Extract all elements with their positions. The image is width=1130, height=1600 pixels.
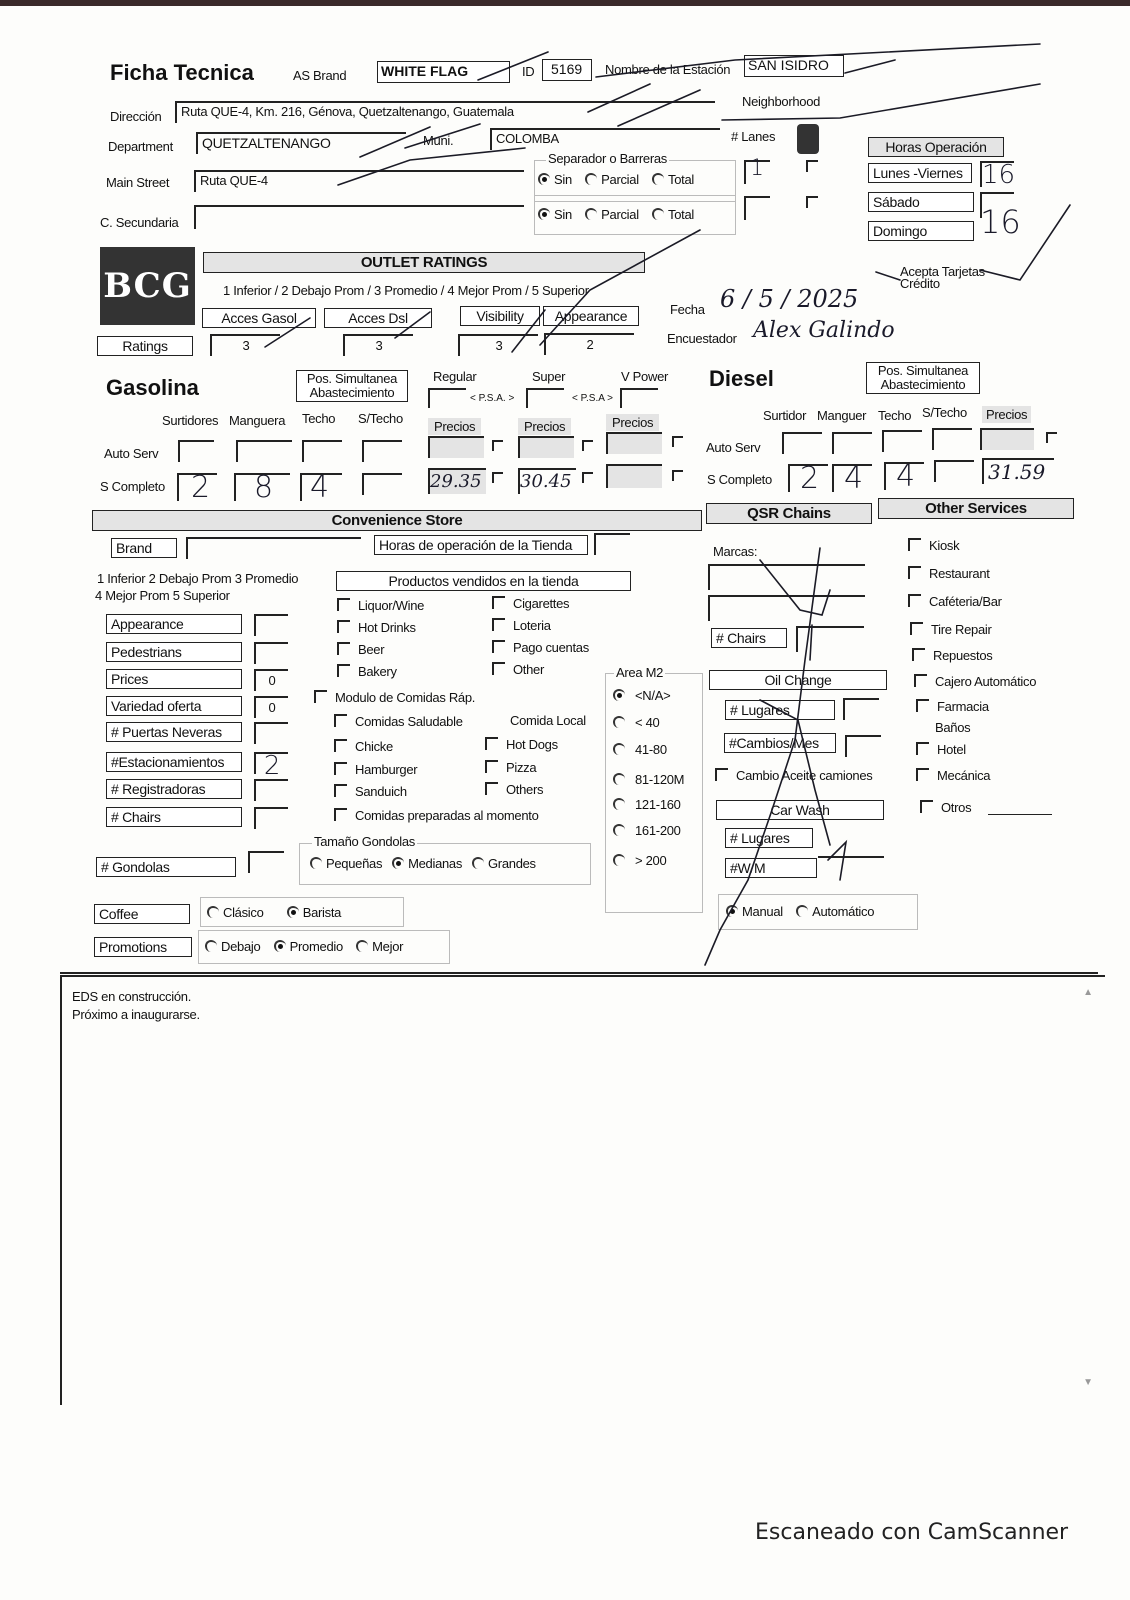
acces-gasol-label: Acces Gasol — [202, 308, 316, 328]
stroke-5 — [618, 90, 700, 126]
visibility-value[interactable]: 3 — [458, 334, 538, 356]
diesel-sc-precio[interactable]: 31.59 — [982, 458, 1054, 484]
store-metric-label: # Puertas Neveras — [106, 722, 242, 742]
diesel-sc-surtidor[interactable]: 2 — [788, 464, 828, 492]
stroke-2 — [596, 44, 1040, 77]
food-label: Hot Dogs — [506, 737, 558, 752]
promotions-label: Promotions — [94, 937, 192, 957]
c-secundaria-label: C. Secundaria — [100, 215, 179, 230]
diesel-title: Diesel — [709, 366, 774, 391]
gondola-size-title: Tamaño Gondolas — [314, 834, 416, 849]
regular-label: Regular — [433, 369, 477, 384]
sabado-label: Sábado — [868, 192, 974, 212]
area-label: 81-120M — [635, 772, 685, 787]
comment-line-1: EDS en construcción. — [72, 989, 192, 1004]
gas-s-completo-label: S Completo — [100, 479, 165, 494]
stroke-15 — [876, 272, 900, 280]
gondolas-label: # Gondolas — [96, 857, 236, 877]
service-label: Hotel — [937, 742, 966, 757]
food-label: Others — [506, 782, 544, 797]
service-label: Tire Repair — [931, 622, 992, 637]
visibility-label: Visibility — [460, 306, 540, 326]
lanes-label: # Lanes — [731, 129, 776, 144]
station-field[interactable]: SAN ISIDRO — [744, 55, 844, 77]
food-label: Hamburger — [355, 762, 418, 777]
diesel-col-stecho: S/Techo — [922, 405, 967, 420]
other-services-title: Other Services — [878, 498, 1074, 519]
area-label: < 40 — [635, 715, 660, 730]
diesel-auto-serv-label: Auto Serv — [706, 440, 761, 455]
lunes-field[interactable]: 16 — [982, 160, 1016, 190]
department-label: Department — [108, 139, 173, 154]
convenience-store-title: Convenience Store — [92, 510, 702, 531]
ratings-row-label: Ratings — [97, 336, 193, 356]
promotions-radios[interactable]: Debajo Promedio Mejor — [205, 939, 403, 954]
store-metric-label: # Registradoras — [106, 779, 242, 799]
store-brand-label: Brand — [111, 538, 177, 558]
id-label: ID — [522, 64, 535, 79]
gas-sc-precio-super[interactable]: 30.45 — [518, 468, 576, 494]
lanes-value: 1 — [750, 156, 764, 181]
gas-pos-sim-label: Pos. Simultanea Abastecimiento — [296, 370, 408, 402]
wm-label: #W/M — [725, 858, 817, 878]
product-label: Liquor/Wine — [358, 598, 425, 613]
station-label: Nombre de la Estación — [605, 62, 731, 77]
diesel-sc-manguer[interactable]: 4 — [832, 464, 872, 492]
acepta-tarjetas-label: Acepta Tarjetas Crédito — [900, 264, 985, 291]
store-metric-label: Pedestrians — [106, 642, 242, 662]
stroke-14 — [980, 205, 1070, 280]
product-label: Hot Drinks — [358, 620, 416, 635]
store-metric-label: #Estacionamientos — [106, 752, 242, 772]
diesel-col-manguer: Manguer — [817, 408, 867, 423]
productos-title: Productos vendidos en la tienda — [336, 571, 631, 591]
service-label: Otros — [941, 800, 972, 815]
super-psa: < P.S.A > — [572, 393, 613, 404]
modulo-comidas[interactable]: Modulo de Comidas Ráp. — [314, 690, 475, 705]
separador-label: Separador o Barreras — [548, 151, 668, 166]
gas-col-stecho: S/Techo — [358, 411, 403, 426]
store-metric-value[interactable]: 2 — [254, 752, 288, 774]
stroke-16 — [760, 560, 830, 615]
bcg-logo: BCG — [100, 247, 195, 325]
service-label: Mecánica — [937, 768, 991, 783]
diesel-sc-techo[interactable]: 4 — [884, 462, 924, 490]
gas-sc-techo[interactable]: 4 — [300, 473, 342, 501]
area-label: <N/A> — [635, 688, 671, 703]
service-label: Baños — [935, 720, 971, 735]
cambios-mes-label: #Cambios/Mes — [724, 733, 836, 753]
oil-change-label: Oil Change — [709, 670, 887, 690]
diesel-precios: Precios — [982, 406, 1031, 423]
domingo-field[interactable]: 16 — [980, 203, 1021, 241]
stroke-12 — [395, 312, 430, 338]
stroke-20 — [810, 625, 812, 660]
food-label: Comidas Saludable — [355, 714, 463, 729]
coffee-radios[interactable]: Clásico Barista — [207, 905, 341, 920]
store-horas-label: Horas de operación de la Tienda — [374, 535, 588, 555]
main-street-label: Main Street — [106, 175, 170, 190]
super-label: Super — [532, 369, 566, 384]
cambio-aceite[interactable]: Cambio Aceite camiones — [715, 768, 872, 783]
stroke-11 — [265, 318, 310, 347]
qsr-chains-title: QSR Chains — [706, 503, 872, 524]
department-field[interactable]: QUETZALTENANGO — [196, 132, 406, 154]
diesel-pos-sim-label: Pos. Simultanea Abastecimiento — [866, 362, 980, 394]
gas-col-manguera: Manguera — [229, 413, 286, 428]
direccion-label: Dirección — [110, 109, 162, 124]
fecha-value: 6 / 5 / 2025 — [720, 285, 859, 313]
product-label: Bakery — [358, 664, 397, 679]
muni-field[interactable]: COLOMBA — [490, 128, 720, 150]
product-label: Cigarettes — [513, 596, 570, 611]
encuestador-label: Encuestador — [667, 331, 737, 346]
store-metric-label: Prices — [106, 669, 242, 689]
coffee-label: Coffee — [94, 904, 190, 924]
neighborhood-label: Neighborhood — [742, 94, 821, 109]
stroke-4 — [588, 84, 650, 112]
scroll-up-icon[interactable]: ▲ — [1083, 987, 1093, 998]
acces-dsl-label: Acces Dsl — [324, 308, 432, 328]
stroke-18 — [760, 700, 830, 845]
stroke-10 — [540, 230, 700, 345]
fecha-label: Fecha — [670, 302, 705, 317]
stroke-6 — [360, 127, 430, 157]
as-brand-field[interactable]: WHITE FLAG — [377, 61, 510, 83]
separador-1-radios[interactable]: Sin Parcial Total — [538, 172, 694, 187]
stroke-9 — [722, 84, 1040, 120]
id-field[interactable]: 5169 — [542, 59, 592, 81]
diesel-col-techo: Techo — [878, 408, 912, 423]
area-label: 161-200 — [635, 823, 681, 838]
gas-precios-regular: Precios — [428, 418, 481, 435]
cw-lugares-label: # Lugares — [725, 828, 813, 848]
form-title: Ficha Tecnica — [110, 60, 254, 85]
gondola-size-radios[interactable]: Pequeñas Medianas Grandes — [310, 856, 536, 871]
main-street-field[interactable]: Ruta QUE-4 — [194, 170, 524, 192]
store-scale-2: 4 Mejor Prom 5 Superior — [95, 588, 230, 603]
gas-precios-vpower: Precios — [606, 414, 659, 431]
hours-title: Horas Operación — [868, 137, 1004, 157]
gas-sc-manguera[interactable]: 8 — [234, 473, 290, 501]
service-label: Repuestos — [933, 648, 993, 663]
area-label: 41-80 — [635, 742, 667, 757]
scroll-down-icon[interactable]: ▼ — [1083, 1377, 1093, 1388]
acces-dsl-value[interactable]: 3 — [343, 334, 413, 356]
stroke-7 — [405, 124, 480, 148]
gasolina-title: Gasolina — [106, 375, 199, 400]
service-label: Cajero Automático — [935, 674, 1037, 689]
comida-local-label: Comida Local — [510, 713, 586, 728]
gas-precios-super: Precios — [518, 418, 571, 435]
vpower-label: V Power — [621, 369, 669, 384]
area-title: Area M2 — [616, 665, 664, 680]
direccion-field[interactable]: Ruta QUE-4, Km. 216, Génova, Quetzaltenango, Guatemala — [175, 101, 715, 123]
product-label: Beer — [358, 642, 385, 657]
qsr-chairs-label: # Chairs — [711, 628, 787, 648]
ratings-scale: 1 Inferior / 2 Debajo Prom / 3 Promedio / 4 Mejor Prom / 5 Superior — [223, 283, 589, 298]
store-metric-label: # Chairs — [106, 807, 242, 827]
lunes-label: Lunes -Viernes — [868, 163, 972, 183]
stroke-3 — [845, 60, 895, 73]
oil-lugares-label: # Lugares — [725, 700, 835, 720]
wash-mode-radios[interactable]: Manual Automático — [726, 904, 874, 919]
comment-line-2: Próximo a inaugurarse. — [72, 1007, 200, 1022]
store-scale-1: 1 Inferior 2 Debajo Prom 3 Promedio — [97, 571, 299, 586]
appearance-value[interactable]: 2 — [544, 333, 634, 355]
store-metric-label: Appearance — [106, 614, 242, 634]
stroke-1 — [478, 52, 548, 80]
car-wash-label: Car Wash — [716, 800, 884, 820]
product-label: Other — [513, 662, 545, 677]
as-brand-label: AS Brand — [293, 68, 347, 83]
regular-psa: < P.S.A. > — [470, 393, 515, 404]
product-label: Pago cuentas — [513, 640, 589, 655]
gas-sc-surtidores[interactable]: 2 — [177, 473, 217, 501]
stroke-19 — [828, 842, 846, 880]
food-label: Sanduich — [355, 784, 407, 799]
service-label: Kiosk — [929, 538, 960, 553]
diesel-col-surtidor: Surtidor — [763, 408, 807, 423]
marcas-label: Marcas: — [713, 544, 758, 559]
gas-sc-precio-regular[interactable]: 29.35 — [428, 468, 486, 494]
area-label: 121-160 — [635, 797, 681, 812]
food-label: Pizza — [506, 760, 537, 775]
outlet-ratings-title: OUTLET RATINGS — [203, 252, 645, 273]
encuestador-value: Alex Galindo — [753, 318, 895, 343]
muni-label: Muni. — [423, 133, 454, 148]
footer-watermark: Escaneado con CamScanner — [755, 1520, 1069, 1545]
comidas-preparadas[interactable]: Comidas preparadas al momento — [334, 808, 539, 823]
acces-gasol-value[interactable]: 3 — [210, 334, 280, 356]
separador-2-radios[interactable]: Sin Parcial Total — [538, 207, 694, 222]
area-label: > 200 — [635, 853, 667, 868]
gas-auto-serv-label: Auto Serv — [104, 446, 159, 461]
product-label: Loteria — [513, 618, 551, 633]
gas-col-techo: Techo — [302, 411, 336, 426]
store-metric-value[interactable]: 0 — [254, 696, 288, 718]
service-label: Farmacia — [937, 699, 989, 714]
appearance-label: Appearance — [543, 306, 639, 326]
store-metric-value[interactable]: 0 — [254, 669, 288, 691]
service-label: Caféteria/Bar — [929, 594, 1002, 609]
domingo-label: Domingo — [868, 221, 974, 241]
store-metric-label: Variedad oferta — [106, 696, 242, 716]
food-label: Chicke — [355, 739, 393, 754]
diesel-s-completo-label: S Completo — [707, 472, 772, 487]
gas-col-surtidores: Surtidores — [162, 413, 219, 428]
service-label: Restaurant — [929, 566, 990, 581]
